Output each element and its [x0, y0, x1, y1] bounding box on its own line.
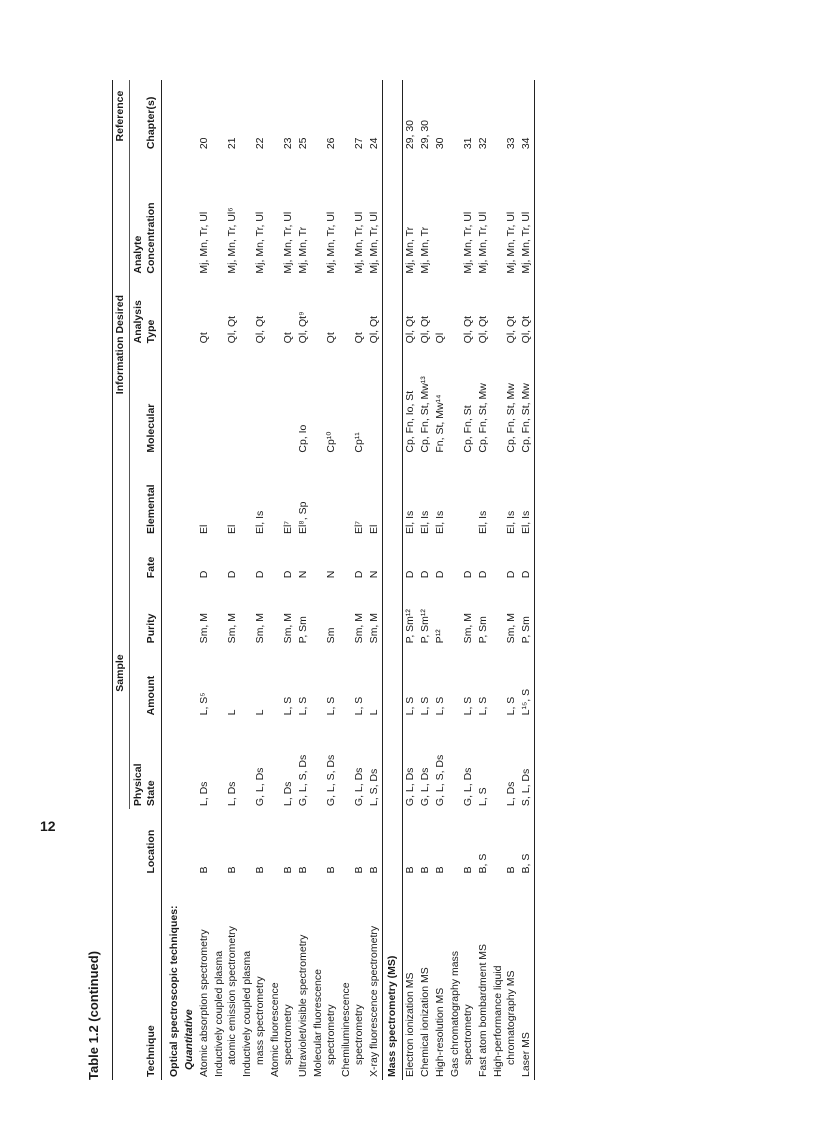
cell-analyte-concentration: Mj, Mn, Tr, Ul	[198, 211, 210, 274]
cell-technique: Inductively coupled plasma atomic emission spectrometry	[213, 926, 238, 1077]
cell-molecular: Cp¹¹	[353, 432, 365, 453]
cell-location: B	[198, 866, 210, 874]
cell-chapters: 30	[434, 137, 446, 150]
cell-elemental: El, Is	[477, 510, 489, 535]
cell-molecular: Cp¹⁰	[325, 431, 337, 453]
cell-technique: Ultraviolet/visible spectrometry	[297, 934, 309, 1077]
cell-purity: P, Sm	[477, 616, 489, 644]
cell-location: B, S	[519, 809, 535, 876]
cell-technique: High-performance liquid chromatography MS	[492, 965, 517, 1077]
cell-amount: L	[226, 709, 238, 716]
cell-fate: D	[462, 570, 474, 579]
table-row	[268, 80, 296, 1080]
cell-technique: Fast atom bombardment MS	[477, 943, 489, 1077]
cell-physical-state: G, L, Ds	[254, 767, 266, 807]
cell-fate: D	[519, 537, 535, 581]
cell-analysis-type: Ql, Qt	[462, 315, 474, 344]
cell-analyte-concentration: Mj, Mn, Tr, Ul	[462, 211, 474, 274]
cell-elemental: El⁷	[353, 520, 365, 535]
cell-analysis-type: Ql, Qt	[368, 315, 380, 344]
table-row	[519, 80, 535, 1080]
cell-elemental: El	[198, 524, 210, 535]
cell-purity: Sm, M	[368, 612, 380, 644]
cell-chapters: 25	[297, 137, 309, 150]
cell-technique: Atomic fluorescence spectrometry	[269, 982, 294, 1077]
cell-chapters: 23	[282, 137, 294, 150]
cell-elemental: El, Is	[434, 510, 446, 535]
cell-analysis-type: Ql	[434, 332, 446, 344]
cell-fate: D	[282, 570, 294, 579]
cell-purity: Sm, M	[282, 612, 294, 644]
cell-analyte-concentration: Mj, Mn, Tr, Ul	[368, 211, 380, 274]
cell-location: B	[282, 866, 294, 874]
cell-purity: P¹²	[434, 629, 446, 644]
cell-physical-state: G, L, S, Ds	[325, 754, 337, 807]
col-chapters: Chapter(s)	[130, 80, 162, 152]
cell-elemental: El⁸, Sp	[297, 501, 309, 535]
cell-amount: L, S	[297, 696, 309, 716]
group-header-reference: Reference	[113, 80, 130, 152]
cell-physical-state: L, Ds	[226, 781, 238, 807]
cell-elemental: El, Is	[419, 510, 431, 535]
cell-fate: N	[368, 570, 380, 579]
cell-elemental: El	[368, 524, 380, 535]
cell-elemental: El, Is	[519, 456, 535, 537]
col-analyte-concentration: Analyte Concentration	[130, 152, 162, 276]
cell-analysis-type: Ql, Qt	[419, 315, 431, 344]
cell-molecular	[197, 346, 212, 455]
cell-technique: Chemiluminescence spectrometry	[340, 982, 365, 1077]
cell-analyte-concentration: Mj, Mn, Tr, Ul	[282, 211, 294, 274]
cell-purity: P, Sm¹²	[404, 609, 416, 644]
cell-analyte-concentration: Mj, Mn, Tr, Ul⁶	[226, 207, 238, 274]
table-row	[197, 80, 212, 1080]
column-header-row	[130, 80, 162, 1080]
cell-location: B	[353, 866, 365, 874]
cell-technique: Molecular fluorescence spectrometry	[312, 969, 337, 1077]
cell-analyte-concentration: Mj, Mn, Tr, Ul	[477, 211, 489, 274]
cell-molecular: Cp, Fn, Io, St	[404, 390, 416, 453]
col-molecular: Molecular	[130, 346, 162, 455]
cell-amount: L	[254, 709, 266, 716]
table-row	[448, 80, 476, 1080]
cell-location: B	[254, 866, 266, 874]
cell-amount: L, S	[477, 696, 489, 716]
cell-purity: Sm, M	[462, 612, 474, 644]
cell-molecular: Cp, Io	[297, 424, 309, 453]
cell-molecular	[240, 346, 268, 455]
cell-analysis-type: Ql, Qt	[404, 315, 416, 344]
cell-chapters: 33	[505, 137, 517, 150]
cell-location: B	[368, 866, 380, 874]
section-ms-title: Mass spectrometry (MS)	[383, 80, 403, 1080]
table-row	[240, 80, 268, 1080]
table-row	[339, 80, 367, 1080]
cell-technique: Atomic absorption spectrometry	[198, 929, 210, 1077]
table-row	[367, 80, 383, 1080]
cell-fate: D	[254, 570, 266, 579]
table-row	[418, 80, 433, 1080]
cell-analyte-concentration: Mj, Mn, Tr, Ul	[519, 152, 535, 276]
cell-technique: Gas chromatography mass spectrometry	[449, 950, 474, 1077]
cell-technique: High-resolution MS	[434, 987, 446, 1077]
cell-physical-state: L, Ds	[505, 781, 517, 807]
cell-analysis-type: Ql, Qt	[477, 315, 489, 344]
cell-amount: L, S	[462, 696, 474, 716]
cell-chapters: 31	[462, 137, 474, 150]
cell-physical-state: L, Ds	[198, 781, 210, 807]
table-row	[433, 80, 448, 1080]
table-row	[311, 80, 339, 1080]
cell-technique: Laser MS	[519, 877, 535, 1080]
cell-analysis-type: Qt	[325, 332, 337, 344]
cell-location: B	[505, 866, 517, 874]
table-row	[296, 80, 311, 1080]
cell-analysis-type: Ql, Qt	[254, 315, 266, 344]
cell-physical-state: L, S	[477, 787, 489, 807]
cell-analyte-concentration: Mj, Mn, Tr, Ul	[505, 211, 517, 274]
cell-location: B	[462, 866, 474, 874]
table-row	[491, 80, 519, 1080]
cell-physical-state: G, L, S, Ds	[297, 754, 309, 807]
cell-purity: Sm, M	[254, 612, 266, 644]
cell-chapters: 24	[368, 137, 380, 150]
cell-analyte-concentration	[433, 152, 448, 276]
cell-analysis-type: Ql, Qt⁹	[297, 311, 309, 344]
cell-elemental: El	[226, 524, 238, 535]
cell-molecular: Cp, Fn, St, Mw	[477, 383, 489, 453]
cell-location: B	[419, 866, 431, 874]
group-header-information: Information Desired	[113, 152, 130, 537]
table-row	[476, 80, 491, 1080]
col-purity: Purity	[130, 581, 162, 646]
cell-analysis-type: Ql, Qt	[226, 315, 238, 344]
table-row	[403, 80, 419, 1080]
cell-location: B	[404, 866, 416, 874]
cell-molecular	[367, 346, 383, 455]
cell-analysis-type: Qt	[353, 332, 365, 344]
cell-molecular: Cp, Fn, St, Mw	[505, 383, 517, 453]
section-ms	[383, 80, 403, 1080]
cell-chapters: 20	[198, 137, 210, 150]
cell-physical-state: G, L, Ds	[353, 767, 365, 807]
group-header-sample: Sample	[113, 537, 130, 809]
cell-amount: L, S	[505, 696, 517, 716]
cell-amount: L, S	[325, 696, 337, 716]
section-optical-subtitle-row	[182, 80, 197, 1080]
cell-fate: D	[419, 570, 431, 579]
cell-amount: L, S	[282, 696, 294, 716]
cell-analyte-concentration: Mj, Mn, Tr, Ul	[254, 211, 266, 274]
cell-chapters: 21	[226, 137, 238, 150]
cell-fate: D	[353, 570, 365, 579]
cell-fate: N	[325, 570, 337, 579]
cell-amount: L¹⁵, S	[519, 646, 535, 718]
cell-amount: L, S	[434, 696, 446, 716]
cell-molecular	[268, 346, 296, 455]
cell-physical-state: G, L, Ds	[404, 767, 416, 807]
cell-fate: D	[226, 570, 238, 579]
cell-analysis-type: Ql, Qt	[505, 315, 517, 344]
cell-elemental	[448, 456, 476, 537]
cell-elemental: El, Is	[254, 510, 266, 535]
cell-technique: X-ray fluorescence spectrometry	[368, 925, 380, 1077]
col-amount: Amount	[130, 646, 162, 718]
section-optical-title: Optical spectroscopic techniques:	[168, 905, 180, 1077]
cell-amount: L, S⁵	[198, 692, 210, 716]
cell-molecular	[212, 346, 240, 455]
cell-technique: Electron ionization MS	[404, 972, 416, 1077]
cell-chapters: 32	[477, 137, 489, 150]
cell-chapters: 29, 30	[419, 119, 431, 150]
cell-chapters: 29, 30	[404, 119, 416, 150]
cell-elemental	[311, 456, 339, 537]
cell-purity: Sm, M	[353, 612, 365, 644]
cell-molecular: Cp, Fn, St, Mw¹³	[419, 376, 431, 453]
table-row	[212, 80, 240, 1080]
cell-purity: Sm, M	[505, 612, 517, 644]
cell-physical-state: S, L, Ds	[519, 718, 535, 809]
col-fate: Fate	[130, 537, 162, 581]
cell-fate: D	[198, 570, 210, 579]
cell-technique: Chemical ionization MS	[419, 967, 431, 1077]
cell-amount: L	[368, 709, 380, 716]
cell-amount: L, S	[419, 696, 431, 716]
col-location: Location	[130, 809, 162, 876]
cell-amount: L, S	[353, 696, 365, 716]
cell-fate: N	[297, 570, 309, 579]
cell-physical-state: L, Ds	[282, 781, 294, 807]
cell-physical-state: L, S, Ds	[368, 768, 380, 807]
table-caption: Table 1.2 (continued)	[86, 950, 101, 1080]
page-number: 12	[40, 818, 56, 834]
cell-location: B, S	[477, 853, 489, 874]
cell-purity: Sm	[325, 627, 337, 644]
cell-fate: D	[434, 570, 446, 579]
cell-fate: D	[505, 570, 517, 579]
col-technique: Technique	[130, 877, 162, 1080]
cell-analyte-concentration: Mj, Mn, Tr	[404, 226, 416, 274]
cell-fate: D	[477, 570, 489, 579]
cell-purity: P, Sm	[519, 581, 535, 646]
cell-analyte-concentration: Mj, Mn, Tr, Ul	[353, 211, 365, 274]
cell-fate: D	[404, 570, 416, 579]
rotated-table-block	[86, 20, 806, 1080]
cell-analysis-type: Qt	[198, 332, 210, 344]
cell-location: B	[325, 866, 337, 874]
cell-physical-state: G, L, Ds	[462, 767, 474, 807]
cell-purity: Sm, M	[198, 612, 210, 644]
cell-location: B	[226, 866, 238, 874]
cell-molecular: Fn, St, Mw¹⁴	[434, 394, 446, 453]
cell-analyte-concentration: Mj, Mn, Tr	[297, 226, 309, 274]
cell-physical-state: G, L, S, Ds	[434, 754, 446, 807]
col-elemental: Elemental	[130, 456, 162, 537]
cell-elemental: El, Is	[404, 510, 416, 535]
cell-purity: P, Sm¹²	[419, 609, 431, 644]
section-optical	[162, 80, 183, 1080]
cell-chapters: 34	[519, 80, 535, 152]
group-header-row	[113, 80, 130, 1080]
cell-analysis-type: Ql, Qt	[519, 277, 535, 347]
col-physical-state: Physical State	[130, 718, 162, 809]
cell-analysis-type: Qt	[282, 332, 294, 344]
cell-elemental: El, Is	[505, 510, 517, 535]
cell-molecular: Cp, Fn, St	[462, 405, 474, 453]
col-analysis-type: Analysis Type	[130, 277, 162, 347]
cell-location: B	[297, 866, 309, 874]
cell-amount: L, S	[404, 696, 416, 716]
cell-physical-state: G, L, Ds	[419, 767, 431, 807]
cell-chapters: 26	[325, 137, 337, 150]
cell-molecular: Cp, Fn, St, Mw	[519, 346, 535, 455]
cell-chapters: 22	[254, 137, 266, 150]
cell-location: B	[434, 866, 446, 874]
cell-analyte-concentration: Mj, Mn, Tr	[419, 226, 431, 274]
cell-purity: P, Sm	[297, 616, 309, 644]
cell-elemental: El⁷	[282, 520, 294, 535]
section-optical-subtitle: Quantitative	[183, 1009, 195, 1070]
cell-analyte-concentration: Mj, Mn, Tr, Ul	[325, 211, 337, 274]
techniques-table	[112, 80, 535, 1080]
cell-purity: Sm, M	[226, 612, 238, 644]
cell-chapters: 27	[353, 137, 365, 150]
cell-technique: Inductively coupled plasma mass spectrometry	[241, 950, 266, 1077]
